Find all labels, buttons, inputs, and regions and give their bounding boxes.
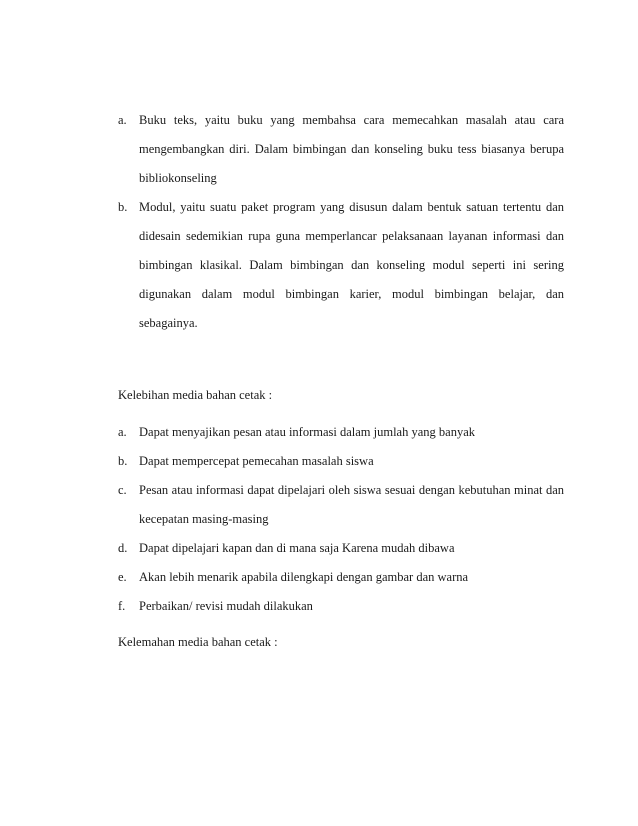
- list-marker: d.: [118, 541, 128, 555]
- list-item-modul: [118, 193, 564, 338]
- list-item: [118, 476, 564, 534]
- list-item: [118, 563, 564, 592]
- list-marker: e.: [118, 570, 127, 584]
- list-kelebihan: [118, 418, 564, 621]
- list-item-buku-teks: [118, 106, 564, 193]
- list-item-text: Buku teks, yaitu buku yang membahsa cara memecahkan masalah atau cara mengembangkan diri. Dalam bimbingan dan konseling buku tess biasanya berupa bibliokonseling: [139, 113, 564, 185]
- list-item: [118, 534, 564, 563]
- list-item: [118, 447, 564, 476]
- list-item: [118, 418, 564, 447]
- list-media-cetak-types: [118, 106, 564, 338]
- list-marker: b.: [118, 454, 128, 468]
- list-item-text: Akan lebih menarik apabila dilengkapi dengan gambar dan warna: [139, 570, 469, 584]
- list-item: [118, 592, 564, 621]
- list-item-text: Pesan atau informasi dapat dipelajari oleh siswa sesuai dengan kebutuhan minat dan kecepatan masing-masing: [139, 483, 564, 526]
- list-marker: a.: [118, 113, 127, 127]
- list-marker: a.: [118, 425, 127, 439]
- list-marker: b.: [118, 200, 128, 214]
- list-item-text: Dapat mempercepat pemecahan masalah siswa: [139, 454, 374, 468]
- heading-kelebihan: Kelebihan media bahan cetak :: [118, 388, 273, 402]
- list-item-text: Perbaikan/ revisi mudah dilakukan: [139, 599, 313, 613]
- heading-kelemahan: Kelemahan media bahan cetak :: [118, 635, 278, 649]
- list-marker: f.: [118, 599, 126, 613]
- list-marker: c.: [118, 483, 127, 497]
- list-item-text: Modul, yaitu suatu paket program yang disusun dalam bentuk satuan tertentu dan didesain sedemikian rupa guna memperlancar pelaksanaan layanan informasi dan bimbingan klasikal. Dalam bimbingan dan konseling modul seperti ini sering digunakan dalam modul bimbingan karier, modul bimbingan belajar, dan sebagainya.: [139, 200, 564, 330]
- list-item-text: Dapat dipelajari kapan dan di mana saja Karena mudah dibawa: [139, 541, 455, 555]
- list-item-text: Dapat menyajikan pesan atau informasi dalam jumlah yang banyak: [139, 425, 475, 439]
